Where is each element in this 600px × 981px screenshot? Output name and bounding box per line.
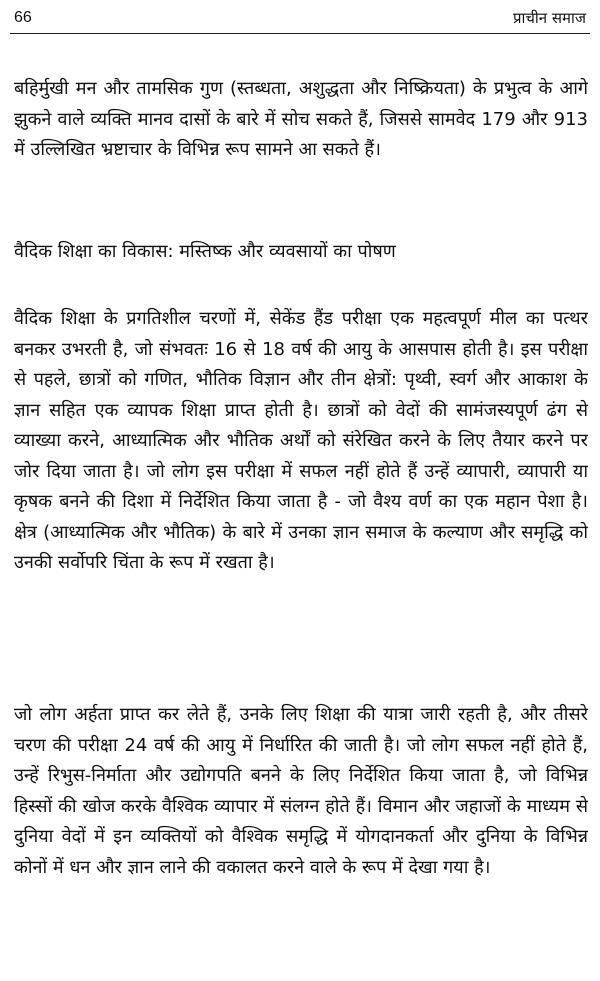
paragraph-1: बहिर्मुखी मन और तामसिक गुण (स्तब्धता, अशुद्धता और निष्क्रियता) के प्रभुत्व के आगे झुकने वाले व्यक्ति मानव दासों के बारे में सोच सकते हैं, जिससे सामवेद 179 और 913 में उल्लिखित भ्रष्टाचार के विभिन्न रूप सामने आ सकते हैं। xyxy=(14,78,588,160)
page-number: 66 xyxy=(14,9,32,26)
section-heading: वैदिक शिक्षा का विकास: मस्तिष्क और व्यवसायों का पोषण xyxy=(14,241,396,262)
paragraph-2: वैदिक शिक्षा के प्रगतिशील चरणों में, सेकेंड हैंड परीक्षा एक महत्वपूर्ण मील का पत्थर बनकर उभरती है, जो संभवतः 16 से 18 वर्ष की आयु के आसपास होती है। इस परीक्षा से पहले, छात्रों को गणित, भौतिक विज्ञान और तीन क्षेत्रों: पृथ्वी, स्वर्ग और आकाश के ज्ञान सहित एक व्यापक शिक्षा प्राप्त होती है। छात्रों को वेदों की सामंजस्यपूर्ण ढंग से व्याख्या करने, आध्यात्मिक और भौतिक अर्थों को संरेखित करने के लिए तैयार करने पर जोर दिया जाता है। जो लोग इस परीक्षा में सफल नहीं होते हैं उन्हें व्यापारी, व्यापारी या कृषक बनने की दिशा में निर्देशित किया जाता है - जो वैश्य वर्ण का एक महान पेशा है। क्षेत्र (आध्यात्मिक और भौतिक) के बारे में उनका ज्ञान समाज के कल्याण और समृद्धि को उनकी सर्वोपरि चिंता के रूप में रखता है। xyxy=(14,308,588,573)
paragraph-3: जो लोग अर्हता प्राप्त कर लेते हैं, उनके लिए शिक्षा की यात्रा जारी रहती है, और तीसरे चरण की परीक्षा 24 वर्ष की आयु में निर्धारित की जाती है। जो लोग सफल नहीं होते हैं, उन्हें रिभुस-निर्माता और उद्योगपति बनने के लिए निर्देशित किया जाता है, जो विभिन्न हिस्सों की खोज करके वैश्विक व्यापार में संलग्न होते हैं। विमान और जहाजों के माध्यम से दुनिया वेदों में इन व्यक्तियों को वैश्विक समृद्धि में योगदानकर्ता और दुनिया के विभिन्न कोनों में धन और ज्ञान लाने की वकालत करने वाले के रूप में देखा गया है। xyxy=(14,704,588,878)
running-header-title: प्राचीन समाज xyxy=(512,9,586,27)
header-rule xyxy=(10,33,590,34)
